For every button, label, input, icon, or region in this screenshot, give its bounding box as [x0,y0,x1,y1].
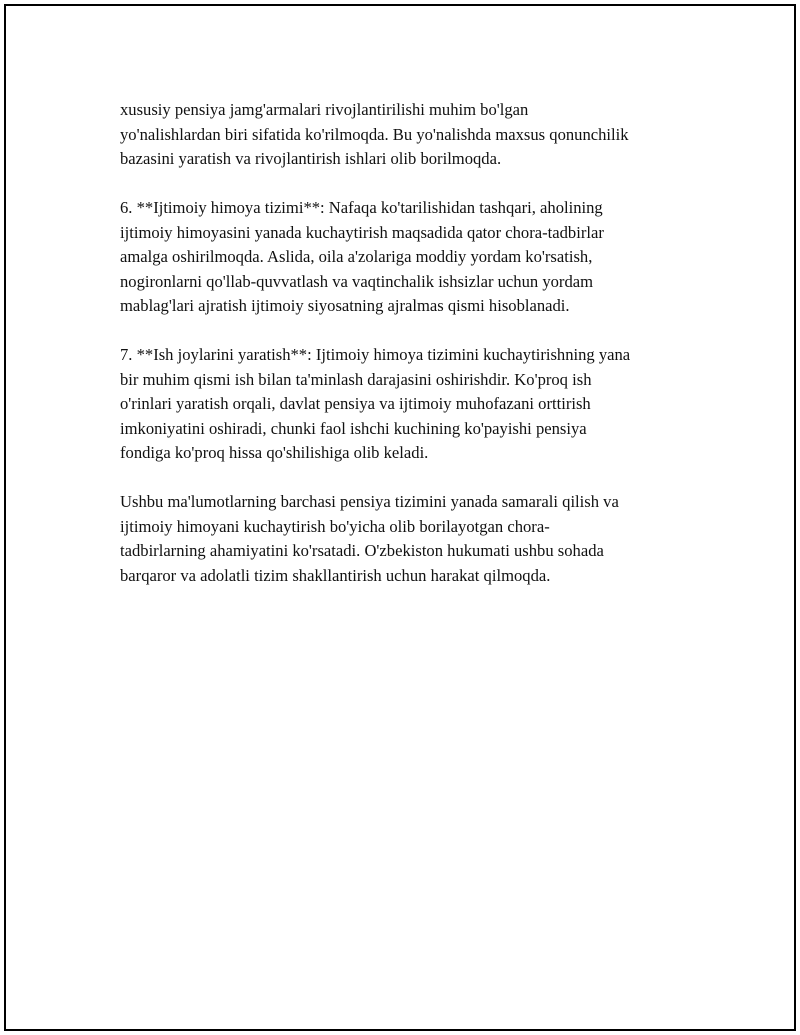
text-line: tadbirlarning ahamiyatini ko'rsatadi. O'zbekiston hukumati ushbu sohada [120,541,604,560]
text-line: fondiga ko'proq hissa qo'shilishiga olib keladi. [120,443,429,462]
text-line: 7. **Ish joylarini yaratish**: Ijtimoiy himoya tizimini kuchaytirishning yana [120,345,631,364]
text-line: amalga oshirilmoqda. Aslida, oila a'zolariga moddiy yordam ko'rsatish, [120,247,593,266]
text-line: bazasini yaratish va rivojlantirish ishlari olib borilmoqda. [120,149,502,168]
text-line: mablag'lari ajratish ijtimoiy siyosatning ajralmas qismi hisoblanadi. [120,296,570,315]
page-frame [4,4,796,1031]
text-line: o'rinlari yaratish orqali, davlat pensiya va ijtimoiy muhofazani orttirish [120,394,591,413]
text-line: 6. **Ijtimoiy himoya tizimi**: Nafaqa ko'tarilishidan tashqari, aholining [120,198,603,217]
text-line: barqaror va adolatli tizim shakllantirish uchun harakat qilmoqda. [120,565,551,585]
text-line: bir muhim qismi ish bilan ta'minlash darajasini oshirishdir. Ko'proq ish [120,369,592,389]
document-body [120,98,700,613]
paragraph-pension-funds [120,98,700,172]
text-line: imkoniyatini oshiradi, chunki faol ishchi kuchining ko'payishi pensiya [120,418,587,438]
paragraph-conclusion [120,490,700,588]
text-line: xususiy pensiya jamg'armalari rivojlantirilishi muhim bo'lgan [120,100,529,119]
text-line: ijtimoiy himoyasini yanada kuchaytirish maqsadida qator chora-tadbirlar [120,222,604,242]
text-line: yo'nalishlardan biri sifatida ko'rilmoqda. Bu yo'nalishda maxsus qonunchilik [120,124,629,144]
paragraph-job-creation [120,343,700,466]
text-line: nogironlarni qo'llab-quvvatlash va vaqtinchalik ishsizlar uchun yordam [120,271,594,291]
paragraph-social-protection [120,196,700,319]
text-line: ijtimoiy himoyani kuchaytirish bo'yicha olib borilayotgan chora- [120,516,550,536]
text-line: Ushbu ma'lumotlarning barchasi pensiya tizimini yanada samarali qilish va [120,492,619,511]
